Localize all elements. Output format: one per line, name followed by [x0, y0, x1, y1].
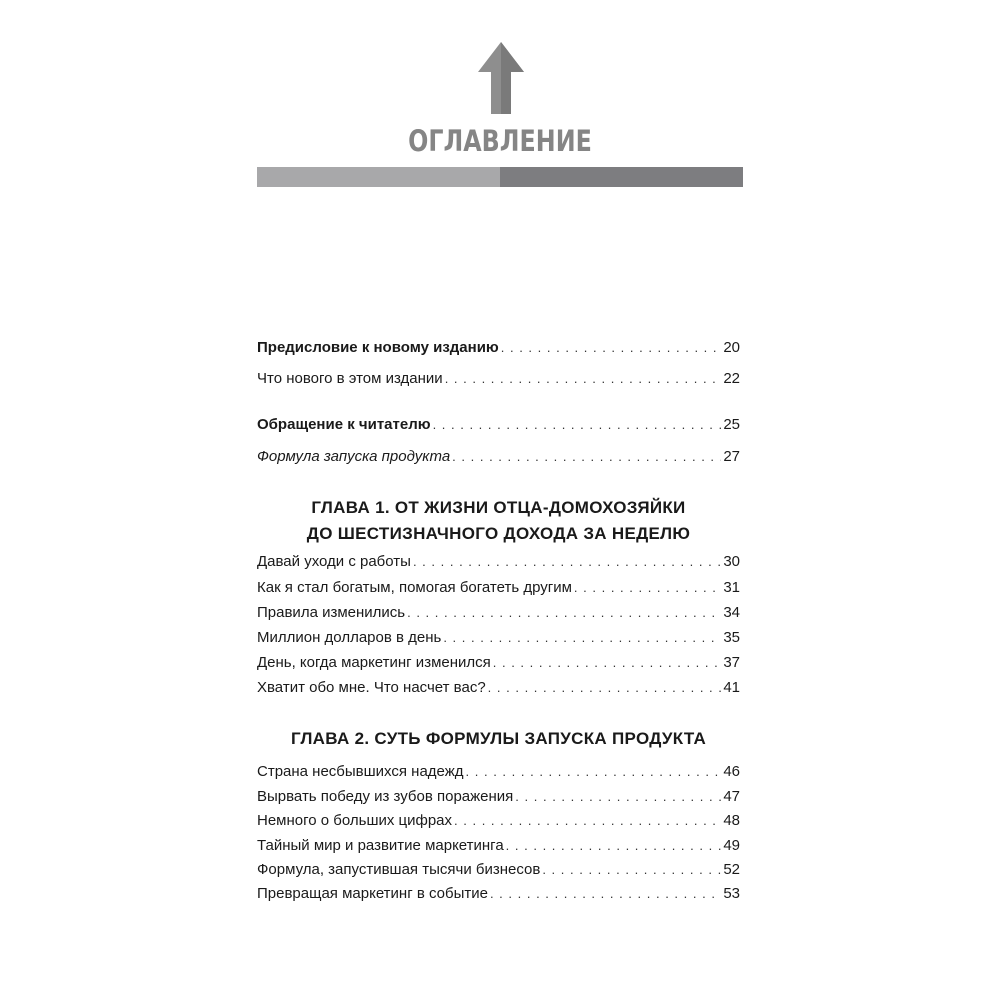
- toc-entry-page: 46: [723, 763, 740, 780]
- toc-entry[interactable]: [257, 678, 740, 698]
- toc-entry-title: Тайный мир и развитие маркетинга: [257, 837, 504, 854]
- toc-entry-title: Страна несбывшихся надежд: [257, 763, 464, 780]
- dot-leader: [443, 628, 721, 648]
- toc-entry[interactable]: [257, 369, 740, 389]
- toc-entry[interactable]: [257, 415, 740, 435]
- page-title: ОГЛАВЛЕНИЕ: [408, 124, 592, 158]
- toc-entry-title: День, когда маркетинг изменился: [257, 654, 491, 671]
- toc-entry-title: Хватит обо мне. Что насчет вас?: [257, 679, 486, 696]
- dot-leader: [413, 552, 721, 572]
- bar-light-segment: [257, 167, 500, 187]
- toc-entry-title: Превращая маркетинг в событие: [257, 885, 488, 902]
- toc-entry-page: 48: [723, 812, 740, 829]
- toc-entry[interactable]: [257, 338, 740, 358]
- dot-leader: [433, 415, 722, 435]
- chapter-heading: [237, 726, 760, 752]
- toc-entry-title: Предисловие к новому изданию: [257, 339, 499, 356]
- toc-entry-title: Вырвать победу из зубов поражения: [257, 788, 514, 805]
- toc-entry[interactable]: [257, 447, 740, 467]
- dot-leader: [515, 787, 721, 807]
- toc-entry[interactable]: [257, 860, 740, 880]
- toc-entry-page: 52: [723, 861, 740, 878]
- toc-entry-title: Обращение к читателю: [257, 416, 431, 433]
- toc-entry[interactable]: [257, 552, 740, 572]
- toc-entry-page: 30: [723, 553, 740, 570]
- chapter-title-line: ДО ШЕСТИЗНАЧНОГО ДОХОДА ЗА НЕДЕЛЮ: [306, 524, 691, 543]
- dot-leader: [506, 836, 722, 856]
- dot-leader: [445, 369, 722, 389]
- toc-entry[interactable]: [257, 836, 740, 856]
- dot-leader: [490, 884, 721, 904]
- toc-entry[interactable]: [257, 762, 740, 782]
- toc-entry-page: 49: [723, 837, 740, 854]
- dot-leader: [407, 603, 721, 623]
- toc-entry[interactable]: [257, 628, 740, 648]
- toc-entry-page: 20: [723, 339, 740, 356]
- toc-entry-page: 31: [723, 579, 740, 596]
- toc-entry[interactable]: [257, 787, 740, 807]
- chapter-title-line: ГЛАВА 1. ОТ ЖИЗНИ ОТЦА-ДОМОХОЗЯЙКИ: [311, 498, 686, 517]
- toc-entry-title: Формула запуска продукта: [257, 448, 451, 465]
- toc-entry[interactable]: [257, 653, 740, 673]
- toc-entry[interactable]: [257, 884, 740, 904]
- dot-leader: [452, 447, 721, 467]
- toc-entry-title: Давай уходи с работы: [257, 553, 411, 570]
- toc-entry-page: 37: [723, 654, 740, 671]
- toc-entry[interactable]: [257, 578, 740, 598]
- bar-dark-segment: [500, 167, 743, 187]
- toc-entry-page: 27: [723, 448, 740, 465]
- toc-entry-title: Немного о больших цифрах: [257, 812, 453, 829]
- toc-entry-page: 25: [723, 416, 740, 433]
- toc-entry-page: 22: [723, 370, 740, 387]
- toc-entry-title: Что нового в этом издании: [257, 370, 443, 387]
- title-underline-bar: [257, 167, 743, 187]
- chapter-title-line: ГЛАВА 2. СУТЬ ФОРМУЛЫ ЗАПУСКА ПРОДУКТА: [290, 729, 707, 748]
- up-arrow-icon: [478, 42, 524, 114]
- dot-leader: [466, 762, 722, 782]
- chapter-heading: [237, 495, 760, 547]
- dot-leader: [488, 678, 722, 698]
- toc-entry-page: 34: [723, 604, 740, 621]
- dot-leader: [454, 811, 721, 831]
- toc-entry-title: Как я стал богатым, помогая богатеть другим: [257, 579, 572, 596]
- toc-entry-page: 41: [723, 679, 740, 696]
- toc-entry-title: Правила изменились: [257, 604, 406, 621]
- dot-leader: [501, 338, 722, 358]
- dot-leader: [542, 860, 721, 880]
- toc-entry-page: 53: [723, 885, 740, 902]
- dot-leader: [493, 653, 722, 673]
- toc-entry-title: Миллион долларов в день: [257, 629, 442, 646]
- toc-entry-page: 47: [723, 788, 740, 805]
- toc-entry-title: Формула, запустившая тысячи бизнесов: [257, 861, 541, 878]
- toc-entry[interactable]: [257, 603, 740, 623]
- dot-leader: [574, 578, 721, 598]
- toc-entry-page: 35: [723, 629, 740, 646]
- toc-entry[interactable]: [257, 811, 740, 831]
